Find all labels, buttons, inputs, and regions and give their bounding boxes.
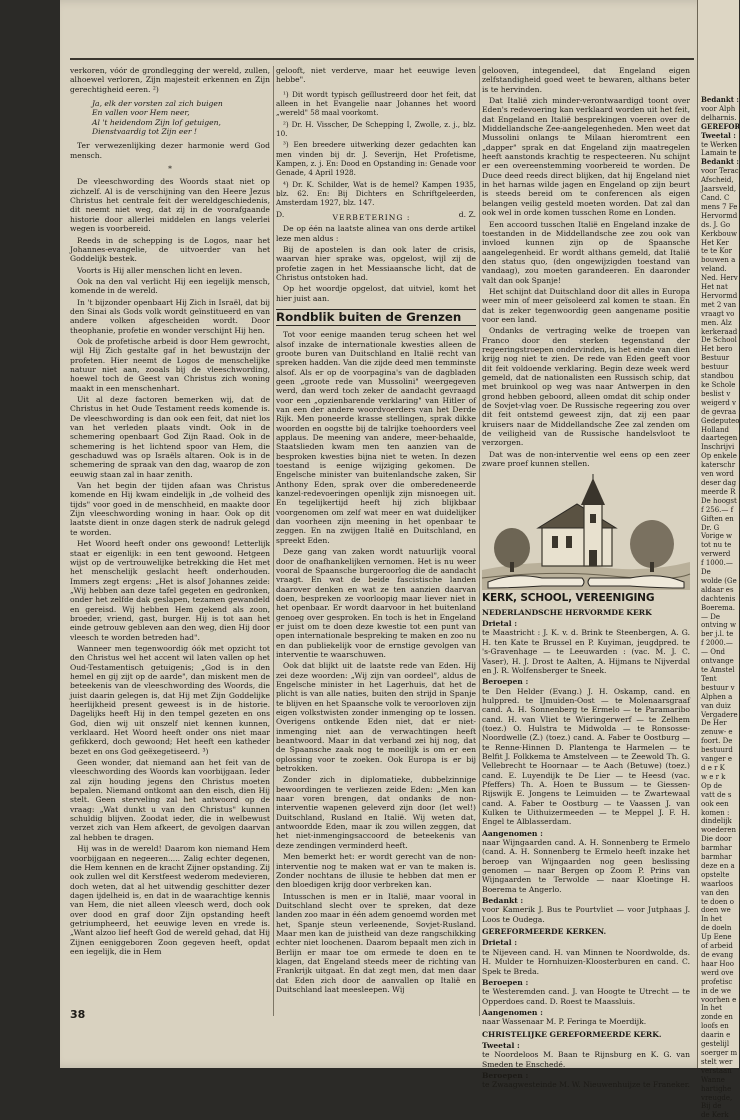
- paragraph: Ondanks de vertraging welke de troepen van Franco door den sterken tegenstand der regeeringstroepen ondervinden, is het einde van dien krijg nog niet te zien. De rede van Eden geeft voor dit feit voldoende verklaring. Begin deze week werd gemeld, dat de nationalisten een Russisch schip, dat met bruinkool op weg was naar Antwerpen in den grond hebben geboord, alleen omdat dit schip onder de Sovjet-vlag voer. De Russische regeering zou over dit feit ontstemd geweest zijn, dat zij een paar kruisers naar de Middellandsche Zee zal zenden om de veiligheid van de Russische handelsvloot te verzorgen.: [482, 326, 690, 448]
- poem-line: Ja, elk der vorsten zal zich buigen: [92, 99, 223, 109]
- church-subheading: Aangenomen :: [482, 828, 543, 838]
- paragraph: verkoren, vóór de grondlegging der wereld, zullen, alhoewel verloren, Zijn majesteit erkennen en Zijn gerechtigheid eeren. ²): [70, 66, 270, 94]
- next-page-fragment: veland.: [701, 265, 727, 274]
- paragraph: Het schijnt dat Duitschland door dit alles in Europa weer min of meer geïsoleerd zal komen te staan. En dat is zeker tegenwoordig geen aangename positie voor een land.: [482, 286, 690, 324]
- church-news-item: te Westeremden cand. J. van Hoogte te Utrecht — te Opperdoes cand. D. Roest te Maassluis.: [482, 987, 690, 1006]
- next-page-fragment: Gedeputeo: [701, 416, 740, 425]
- column-3: [482, 66, 690, 1090]
- next-page-fragment: — Ond: [701, 648, 725, 657]
- next-page-fragment: f 1000.—: [701, 559, 733, 568]
- next-page-fragment: Jaarsveld,: [701, 185, 737, 194]
- paragraph: Tot voor eenige maanden terug scheen het wel alsof inzake de internationale kwesties alleen de groote buren van Duitschland en Italië recht van spreken hadden. Van die zijde deed men temminste alsof. Als er op de voorpagina's van de dagbladen geen „groote rede van Mussolini" weergegeven werd, dan werd toch zeker de aandacht gevraagd voor een „opzienbarende verklaring" van Hitler of van een der andere woordvoerders van het Derde Rijk. Men poneerde krasse stellingen, sprak dikke woorden en oogstte bij de talrijke toehoorders veel applaus. De meening van andere, meer-behaalde, Staatslieden kwam men ten aanzien van de besproken kwesties bijna niet te weten. In dezen toestand is eenige wijziging gekomen. De Engelsche minister van buitenlandsche zaken, Sir Anthony Eden, sprak over die omberedeneerde kanzel-redevoeringen openlijk zijn misnoegen uit. En tegelijkertijd heeft hij zich blijkbaar voorgenomen om zelf wat meer en wat duidelijker dan voorheen zijn meening in het openbaar te zeggen. En na zwijgen Italië en Duitschland, en spreekt Eden.: [276, 330, 476, 545]
- next-page-fragment: vatt de s: [701, 790, 732, 799]
- signature-left: D.: [276, 209, 285, 219]
- next-page-fragment: Up Eene: [701, 933, 732, 942]
- paragraph: Dat Italië zich minder-verontwaardigd toont over Eden's redevoering kan verklaard worden uit het feit, dat Engeland en Italië besprekingen voeren over de Middellandsche Zee-aangelegenheden. Men weet dat Mussolini onlangs te Milaan hieromtrent een „dapper" sprak en dat Engeland zijn maatregelen heeft aanstonds krachtig te respecteeren. Nu schijnt er een overeenstemming voorbereid te worden. De Duce deed reeds direct blijken, dat hij Engeland niet in het harnas wilde jagen en Engeland op zijn beurt is steeds bereid om te conferencen als eigen belangen veilig gesteld moeten worden. Dat zal dan ook wel in orde komen tusschen Rome en Londen.: [482, 96, 690, 218]
- next-page-fragment: te te Kor: [701, 247, 732, 256]
- paragraph: Een accoord tusschen Italië en Engeland inzake de toestanden in de Middellandsche zee zou ook van invloed kunnen zijn op de Spaansche aangelegenheid. Er wordt althans gemeld, dat Italië den status quo, (den ongewijzigden toestand van vandaag), zou moeten garandeeren. En daaronder valt dan ook Spanje!: [482, 219, 690, 285]
- next-page-fragment: foort. De: [701, 737, 733, 746]
- church-subheading: Aangenomen :: [482, 1007, 543, 1017]
- church-news-item: te Den Helder (Evang.) J. H. Oskamp, cand. en hulppred. te IJmuiden-Oost — te Molenaarsgraaf cand. A. H. Sonnenberg te Ermelo — te Paramaribo cand. H. van Vliet te Wieringerwerf — te Zelhem (toez.) O. Hulstra te Midwolda — te Ronsosse-Noordwelle (Z.) (toez.) cand. A. Faber te Oostburg — te Renne-Hinnen D. Plantenga te Harmelen — te Belfit J. Folkkema te Amstelveen — te Zeewold Th. G. Vellebrecht te Hoornaar — te Aach (Betuwe) (toez.) cand. E. Luyendijk te De Lier — te Heesd (vac. Pfeffers) Th. A. Hoen te Bussum — te Giessen-Rijswijk E. Jongens te Leimuiden — te Zwartewaal cand. A. Faber te Oostburg — te Vaassen J. van Kulken te Uithuizermeeden — te Meppel J. F. H. Engel te Alblasserdam.: [482, 686, 690, 827]
- next-page-fragment: ook een: [701, 799, 729, 808]
- next-page-fragment: of arbeid: [701, 942, 733, 951]
- paragraph: Ook de profetische arbeid is door Hem gewrocht, wijl Hij Zich gestalte gaf in het bewustzijn der profeten. Hier neemt de Logos de menschelijke natuur niet aan, zooals bij de vleeschwording, hoewel toch de Geest van Christus zich woning maakt in een menschenhart.: [70, 336, 270, 393]
- next-page-fragment: bestuurd: [701, 746, 733, 755]
- next-page-fragment: GEREFOR: [701, 121, 740, 131]
- church-section-title: CHRISTELIJKE GEREFORMEERDE KERK.: [482, 1029, 662, 1039]
- next-page-fragment: katerschr: [701, 461, 736, 470]
- next-page-fragment: gestelijl: [701, 1040, 730, 1049]
- next-page-fragment: weigerd v: [701, 398, 737, 407]
- paragraph: De op één na laatste alinea van ons derde artikel leze men aldus :: [276, 224, 476, 243]
- footnote: ¹) Dit wordt typisch geïllustreerd door het feit, dat alleen in het Evangelie naar Johannes het woord „wereld" 58 maal voorkomt.: [276, 89, 476, 118]
- paragraph: Dat was de non-interventie wel eens op een zeer zware proef kunnen stellen.: [482, 449, 690, 469]
- next-page-fragment: opstelte: [701, 870, 730, 879]
- next-page-fragment: In het: [701, 915, 722, 924]
- next-page-fragment: Kerkbouw: [701, 229, 737, 238]
- column-1: [70, 66, 270, 1021]
- church-news-item: te Maastricht : J. K. v. d. Brink te Steenbergen, A. G. H. ten Kate te Brussel en P. Kuyiman, jeugdpred. te 's-Gravenhage — te Leeuwarden : (vac. M. J. C. Vaser), H. J. Drost te Aalten, A. Hijmans te Nijverdal en J. R. Wolfensberger te Sneek.: [482, 628, 690, 675]
- footnote: ³) Een breedere uitwerking dezer gedachten kan men vinden bij dr. J. Severijn, Het Profetisme, Kampen, z. j. En: Dood en Opstanding in: Genade voor Genade, 4 April 1928.: [276, 140, 476, 178]
- next-page-fragment: De hoogst: [701, 496, 737, 505]
- paragraph: Men bemerkt het: er wordt gerecht van de non-interventie nog te maken wat er van te maken is. Zonder nochtans de illusie te hebben dat men er den bloedigen krijg door verbreken kan.: [276, 852, 476, 890]
- next-page-fragment: doen we: [701, 906, 731, 915]
- next-page-fragment: f 256.— f: [701, 505, 734, 514]
- next-page-fragment: Bedankt :: [701, 95, 739, 104]
- paragraph: Reeds in de schepping is de Logos, naar het Johannes-evangelie, de uitvoerder van het Goddelijk bestek.: [70, 235, 270, 264]
- next-page-fragment: Bedankt :: [701, 157, 739, 167]
- column-divider: [273, 66, 274, 1016]
- next-page-fragment: w e r k: [701, 772, 726, 781]
- next-page-fragment: Holland: [701, 425, 729, 434]
- next-page-fragment: de doeln: [701, 924, 732, 933]
- next-page-fragment: ven word: [701, 470, 734, 479]
- paragraph: Voorts is Hij aller menschen licht en leven.: [77, 265, 243, 275]
- next-page-fragment: beslist v: [701, 389, 731, 398]
- next-page-fragment: met 2 van: [701, 300, 737, 309]
- section-heading-rondblik: Rondblik buiten de Grenzen: [276, 309, 476, 326]
- church-news-item: te Zwaagwesteinde M. W. Nieuwenhuijze te Franeker.: [482, 1080, 690, 1090]
- paragraph: gelooven, integendeel, dat Engeland eigen zelfstandigheid goed weet te bewaren, althans beter is te hervinden.: [482, 66, 690, 94]
- next-page-fragment: vraagt vo: [701, 309, 735, 318]
- next-page-fragment: vreugde,: [701, 1093, 733, 1102]
- next-page-fragment: Cand. C: [701, 193, 730, 202]
- next-page-fragment: voor Alph: [701, 104, 736, 113]
- next-page-fragment: soerger m: [701, 1048, 738, 1057]
- next-page-fragment: woederen: [701, 826, 736, 835]
- next-page-fragment: Hervormd: [701, 211, 738, 220]
- next-page-fragment: In het: [701, 1004, 722, 1013]
- footnote: ²) Dr. H. Visscher, De Schepping I, Zwolle, z. j., blz. 10.: [276, 119, 476, 139]
- next-page-fragment: bestuur: [701, 363, 729, 372]
- next-page-fragment: te doen o: [701, 897, 734, 906]
- next-page-fragment: Boerema.: [701, 603, 736, 612]
- poem-line: Al 't heidendom Zijn lof getuigen,: [92, 117, 221, 127]
- next-page-fragment: f 2000.—: [701, 639, 733, 648]
- next-page-fragment: Inschrijvi: [701, 443, 735, 452]
- correction-heading: VERBETERING :: [332, 212, 411, 222]
- church-subheading: Bedankt :: [482, 896, 524, 906]
- next-page-fragment: barmhar: [701, 853, 732, 862]
- next-page-fragment: Bij de: [701, 1102, 722, 1111]
- next-page-fragment: Het Ker: [701, 238, 729, 247]
- paragraph: Deze gang van zaken wordt natuurlijk vooral door de onafhankelijken vernomen. Het is nu weer vooral de Spaansche burgeroorlog die de aandacht vraagt. En wat de beide fascistische landen daarover denken en wat ze ten aanzien daarvan doen, bespreken ze voorloopig maar liever niet in het openbaar. Er wordt daarvoor in het buitenland genoeg over gesproken. En toch is het in Engeland er juist om te doen deze kwestie tot een punt van open internationale bespreking te maken en zoo nu en dan publiekelijk voor de ernstige gevolgen van interventie te waarschuwen.: [276, 547, 476, 659]
- next-page-fragment: ontvange: [701, 657, 734, 666]
- next-page-fragment: d e r K: [701, 763, 725, 772]
- church-subheading: Beroepen :: [482, 977, 529, 987]
- next-page-fragment: de Kerk: [701, 1111, 729, 1120]
- church-news-item: te Noordeloos M. Baan te Rijnsburg en K. G. van Smeden te Enschedé.: [482, 1050, 690, 1069]
- column-2: [276, 66, 476, 1021]
- next-page-fragment: loofs en: [701, 1022, 729, 1031]
- next-page-fragment: daartegen: [701, 434, 738, 443]
- next-page-fragment: haar Hoo: [701, 959, 734, 968]
- next-page-fragment: De Her: [701, 719, 727, 728]
- next-page-fragment: Wanne: [701, 1075, 725, 1084]
- next-page-fragment: stelt wer: [701, 1057, 733, 1066]
- next-page-fragment: De School: [701, 336, 737, 345]
- next-page-fragment: daarin e: [701, 1031, 731, 1040]
- next-page-fragment: deser dag: [701, 478, 737, 487]
- next-page-fragment: Het bero: [701, 345, 733, 354]
- church-section-title: NEDERLANDSCHE HERVORMDE KERK: [482, 607, 652, 617]
- next-page-fragment: voorhen e: [701, 995, 737, 1004]
- next-page-fragment: meerde R: [701, 487, 736, 496]
- church-subheading: Drietal :: [482, 619, 518, 629]
- next-page-fragment: Giften en: [701, 514, 734, 523]
- next-page-fragment: Het nat: [701, 283, 728, 292]
- church-news-item: voor Kamerik J. Bus te Pourtvliet — voor Jutphaas J. Loos te Oudega.: [482, 905, 690, 924]
- next-page-fragment: Afscheid,: [701, 176, 734, 185]
- next-page-fragment: zonde en: [701, 1013, 733, 1022]
- next-page-fragment: Vergadere: [701, 710, 738, 719]
- paragraph: Ook dat blijkt uit de laatste rede van Eden. Hij zei deze woorden: „Wij zijn van oordeel", aldus de Engelsche minister in het Lagerhuis, dat het de plicht is van alle naties, buiten den strijd in Spanje te blijven en het Spaansche volk te veroorloven zijn eigen volkstwisten zonder inmenging op te lossen. Overigens ontkende Eden niet, dat er niet-inmenging niet aan de verwachtingen heeft beantwoord. Maar in dat verband zei hij nog, dat de Spaansche zaak nog te moeilijk is om er een oplossing voor te zoeken. Ook Europa is er bij betrokken.: [276, 661, 476, 774]
- next-page-fragment: dachtenis: [701, 594, 736, 603]
- page-number: 38: [70, 1008, 86, 1021]
- section-star: *: [168, 164, 172, 174]
- paragraph: Zonder zich in diplomatieke, dubbelzinnige bewoordingen te verliezen zeide Eden: „Men kan naar voren brengen, dat ondanks de non-interventie wapenen geleverd zijn door (let wel!) Duitschland, Rusland en Italië. Wij weten dat, antwoordde Eden, maar ik zou willen zeggen, dat het niet-inmengingsaccoord de beteekenis van deze zendingen verminderd heeft.: [276, 775, 476, 850]
- next-page-fragment: barmhar: [701, 844, 732, 853]
- next-page-fragment: dindelijk: [701, 817, 732, 826]
- next-page-fragment: aldaar es: [701, 585, 734, 594]
- footnotes: [276, 90, 476, 208]
- next-page-fragment: Ned. Herv: [701, 274, 738, 283]
- church-illustration-icon: [482, 474, 690, 590]
- next-page-fragment: zenuw- e: [701, 728, 733, 737]
- paragraph: Intusschen is men er in Italië, maar vooral in Duitschland slecht over te spreken, dat deze landen zoo maar in één adem genoemd worden met het, Spanje steun verleenende, Sovjet-Rusland. Maar men kan de juistheid van deze rangschikking echter niet loochenen. Daarom bepaalt men zich in Berlijn er maar toe om ermede te doen en te klagen, dat Engeland steeds meer de richting van Frankrijk uitgaat. En dat zegt men, dat men daar dat Eden zich door de aanvallen op Italië en Duitschland laat meesleepen. Wij: [276, 891, 476, 994]
- next-page-fragment: van den: [701, 888, 729, 897]
- church-news-item: naar Wijngaarden cand. A. H. Sonnenberg te Ermelo (cand. A. H. Sonnenberg te Ermelo heeft inzake het beroep van Wijngaarden nog geen beslissing genomen — naar Bergen op Zoom P. Prins van Wijngaarden te Terwolde — naar Kloetinge H. Boerema te Angerlo.: [482, 838, 690, 894]
- next-page-fragment: ontving w: [701, 621, 736, 630]
- next-page-fragment: — De: [701, 612, 720, 621]
- next-page-fragment: waarloos: [701, 879, 733, 888]
- next-page-fragment: in de we: [701, 986, 731, 995]
- next-page-fragment: van duiz: [701, 701, 731, 710]
- next-page-fragment: Die door: [701, 835, 732, 844]
- church-section-title: GEREFORMEERDE KERKEN.: [482, 927, 607, 937]
- next-page-fragment: de evang: [701, 951, 734, 959]
- next-page-fragment: Dr. G: [701, 523, 720, 532]
- paragraph: Ter verwezenlijking dezer harmonie werd God mensch.: [70, 141, 270, 160]
- next-page-fragment: profetisc: [701, 977, 733, 986]
- church-subheading: Beroepen :: [482, 677, 529, 687]
- next-page-fragment: voor Terac: [701, 167, 739, 176]
- next-page-fragment: Alphen a: [701, 692, 733, 701]
- next-page-fragment: te Werken: [701, 140, 738, 149]
- next-page-fragment: de gevraa: [701, 407, 737, 416]
- next-page-fragment: ber j.l. te: [701, 630, 734, 639]
- signature-right: d. Z.: [458, 209, 476, 219]
- paragraph: Uit al deze factoren bemerken wij, dat de Christus in het Oude Testament reeds komende is. De vleeschwording is dan ook een feit, dat niet los van het verleden plaats vindt. Ook in de schemering openbaart God Zijn Raad. Ook in de schemering is het lichtend spoor van Hem, die geschaduwd was op Israëls altaren. Ook is in de schemering de spraak van den dag, waarop de zon eeuwig staan zal in haar zenith.: [70, 395, 270, 479]
- church-news-item: naar Wassenaar M. P. Feringa te Moerdijk.: [482, 1017, 647, 1027]
- poem-line: Dienstvaardig tot Zijn eer !: [92, 127, 197, 137]
- next-page-fragment: Bestuur: [701, 354, 730, 363]
- paragraph: gelooft, niet verderve, maar het eeuwige leven hebbe".: [276, 66, 476, 85]
- paragraph: Ook na den val verlicht Hij een iegelijk mensch, komende in de wereld.: [70, 276, 270, 296]
- section-heading-kerk: KERK, SCHOOL, VEREENIGING: [482, 592, 655, 605]
- paragraph: Het Woord heeft onder ons gewoond! Letterlijk staat er eigenlijk: in een tent gewoond. Hetgeen wijst op de vertrouwelijke betrekking die Het met het menschelijk geslacht heeft onderhouden. Immers zegt ergens: „Het is alsof Johannes zeide: „Wij hebben aan deze tafel gegeten en gedronken, onder het zelfde dak geslapen, tezamen gewandeld en gereisd. Wij hebben Hem gekend als zoon, broeder, vriend, gast, burger. Hij is tot aan het einde getrouw gebleven aan den weg, dien Hij door vleesch te worden betreden had".: [70, 539, 270, 642]
- poem: [92, 99, 270, 136]
- next-page-fragment: mens 7 Fe: [701, 202, 738, 211]
- next-page-fragment: ds. J. Go: [701, 220, 731, 229]
- church-subheading: Beroepen :: [482, 1070, 529, 1080]
- next-page-fragment: Lamain te: [701, 149, 737, 158]
- paragraph: Van het begin der tijden afaan was Christus komende en Hij kwam eindelijk in „de volheid des tijds" voor goed in de menschheid, en maakte door Zijn vleeschwording woning in haar. Ook op dit laatste dient in onze dagen sterk de nadruk gelegd te worden.: [70, 481, 270, 537]
- church-subheading: Tweetal :: [482, 1040, 520, 1050]
- church-subheading: Drietal :: [482, 938, 518, 948]
- paragraph: Op het woordje opgelost, dat uitviel, komt het hier juist aan.: [276, 284, 476, 303]
- next-page-fragment: vanger e: [701, 755, 732, 764]
- church-news-item: te Nijeveen cand. H. van Minnen te Noordwolde, ds. H. Mulder te Hornhuizen-Kloosterburen en cand. C. Spek te Breda.: [482, 947, 690, 976]
- next-page-fragment: ke Schole: [701, 381, 736, 389]
- next-page-fragment: Tweetal :: [701, 130, 736, 140]
- next-page-fragment: Op de: [701, 781, 723, 790]
- next-page-fragment: bouwen a: [701, 256, 736, 265]
- next-page-fragment: Vorige w: [701, 532, 733, 541]
- poem-line: En vallen voor Hem neer,: [92, 108, 190, 118]
- next-page-fragment: De: [701, 568, 711, 577]
- next-page-fragment: komen :: [701, 808, 730, 817]
- next-page-fragment: verwerd: [701, 550, 731, 559]
- next-page-fragment: bestuur v: [701, 683, 735, 692]
- next-page-fragment: men. Alz: [701, 318, 732, 327]
- next-page-fragment: tot nu te: [701, 541, 732, 550]
- next-page-fragment: kerkeraad: [701, 327, 738, 336]
- next-page-fragment: verstaan: [701, 1066, 732, 1075]
- signature-line: [276, 210, 476, 224]
- church-news-list: [482, 608, 690, 1090]
- footnote: ⁴) Dr. K. Schilder, Wat is de hemel? Kampen 1935, blz. 62. En: Bij Dichters en Schriftgeleerden, Amsterdam 1927, blz. 147.: [276, 179, 476, 208]
- next-page-strip: [697, 0, 740, 1120]
- paragraph: Geen wonder, dat niemand aan het feit van de vleeschwording des Woords kan voorbijgaan. Ieder zal zijn houding jegens den Christus moeten bepalen. Niemand ontkomt aan den eisch, dien Hij stelt. Geen sterveling zal het antwoord op de vraag: „Wat dunkt u van den Christus" kunnen schuldig blijven. Zoodat ieder, die in welbewust verzet zich van Hem afkeert, de gevolgen daarvan zal hebben te dragen.: [70, 758, 270, 842]
- paragraph: In 't bijzonder openbaart Hij Zich in Israël, dat bij den Sinai als Gods volk wordt geïnstitueerd en van andere volken afgescheiden wordt. Door theophanie, profetie en wonder verschijnt Hij hen.: [70, 297, 270, 335]
- paragraph: Hij was in de wereld! Daarom kon niemand Hem voorbijgaan en negeeren..... Zalig echter degenen, die Hem kennen en de kracht Zijner opstanding. Zij ook zullen wel dit Kerstfeest wederom medevieren, doch weten, dat al het uitwendig geschitter dezer dagen ijdelheid is, en dat in de waarachtige kennis van Hem, die niet alleen vleesch werd, doch ook over dood en graf door Zijn opstanding heeft getriumpheerd, het eeuwige leven en vrede is. „Want alzoo lief heeft God de wereld gehad, dat Hij Zijnen eeniggeboren Zoon gegeven heeft, opdat een iegelijk, die in Hem: [70, 844, 270, 956]
- next-page-text: [698, 0, 739, 1120]
- next-page-fragment: werd ove: [701, 968, 734, 977]
- top-rule: [70, 58, 694, 60]
- next-page-fragment: Hervormd: [701, 291, 738, 300]
- column-divider: [479, 66, 480, 1016]
- next-page-fragment: te Amstel: [701, 666, 735, 674]
- paragraph: De vleeschwording des Woords staat niet op zichzelf. Al is de verschijning van den Heere Jezus Christus het centrale feit der wereldgeschiedenis, dit neemt niet weg, dat zij in de voorafgaande historie door allerlei middelen en langs velerlei wegen is voorbereid.: [70, 177, 270, 234]
- next-page-fragment: delharnis.: [701, 113, 737, 122]
- next-page-fragment: wolde (Ge: [701, 576, 737, 585]
- next-page-fragment: standbou: [701, 372, 734, 381]
- next-page-fragment: deze en a: [701, 861, 735, 870]
- next-page-fragment: Tent: [701, 674, 717, 683]
- paragraph: Bij de apostelen is dan ook later de crisis, waarvan hier sprake was, opgelost, wijl zij de profetie zagen in het Messiaansche licht, dat de Christus ontstoken had.: [276, 244, 476, 282]
- church-school-illustration: [482, 474, 690, 590]
- next-page-fragment: Op enkele: [701, 452, 737, 461]
- next-page-fragment: hartighe: [701, 1084, 732, 1093]
- paragraph: Wanneer men tegenwoordig óók met opzicht tot den Christus wel het accent wil laten vallen op het Oud-Testamentisch getuigenis; „God is in den hemel en gij zijt op de aarde", dan miskent men de beteekenis van de vleeschwording des Woords, die juist daarin gelegen is, dat Hij met Zijn Goddelijke heerlijkheid present geweest is in de historie. Dagelijks heeft Hij in den tempel gezeten en ons God, dien wij uit onszelf niet kennen kunnen, verklaard. Het Woord heeft onder ons niet maar gefikkerd, doch gewoond; Het heeft een katheder bezet en ons God geëxegetiseerd. ³): [70, 643, 270, 756]
